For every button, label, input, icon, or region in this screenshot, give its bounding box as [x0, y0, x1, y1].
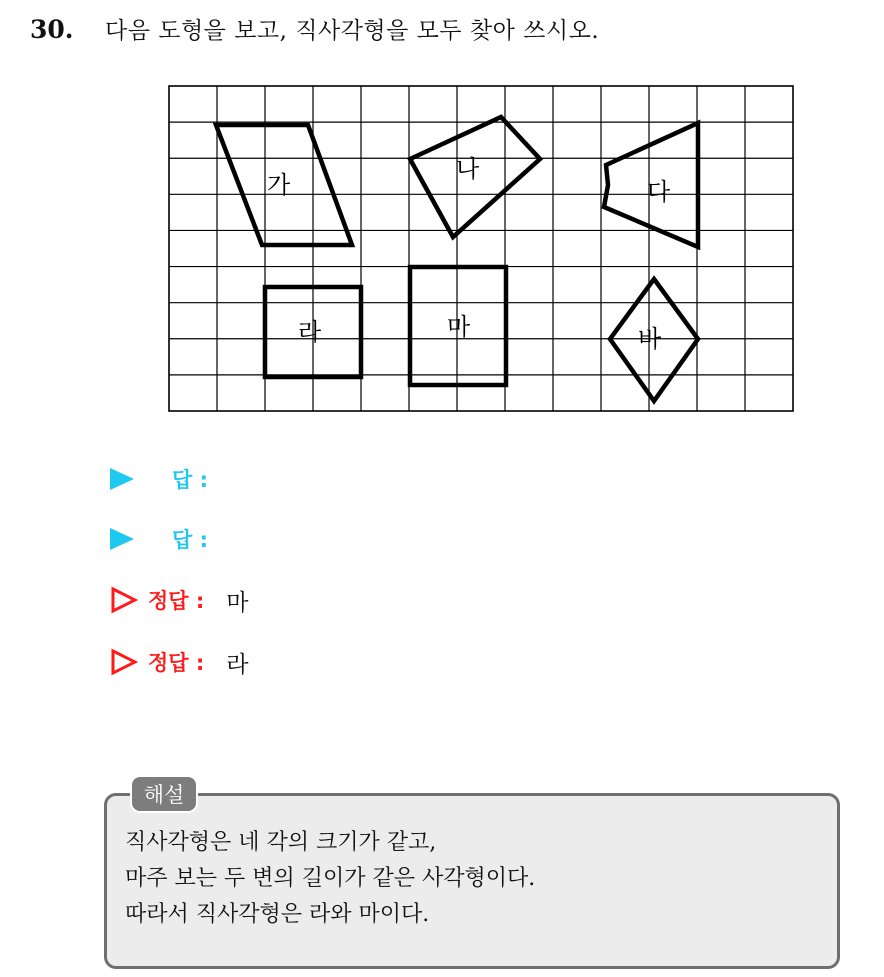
- explanation-line: 직사각형은 네 각의 크기가 같고,: [125, 830, 437, 855]
- answer-label: 답 :: [172, 468, 208, 492]
- solution-line-1: [110, 583, 249, 617]
- question-header: [30, 12, 599, 45]
- solution-line-2: [110, 645, 249, 679]
- solution-label: 정답 :: [148, 651, 205, 675]
- shape-label-ga: 가: [267, 171, 291, 199]
- answer-line-2: [110, 522, 208, 556]
- play-triangle-icon: [110, 468, 134, 490]
- shape-label-ma: 마: [447, 313, 471, 341]
- explanation-text: [125, 825, 535, 933]
- outline-triangle-icon: [110, 586, 138, 614]
- solution-value: 마: [226, 589, 249, 616]
- question-text: 다음 도형을 보고, 직사각형을 모두 찾아 쓰시오.: [105, 18, 600, 44]
- explanation-line: 따라서 직사각형은 라와 마이다.: [125, 902, 430, 927]
- shape-grid-figure: [168, 85, 796, 419]
- outline-triangle-icon: [110, 648, 138, 676]
- answer-line-1: [110, 462, 208, 496]
- explanation-line: 마주 보는 두 변의 길이가 같은 사각형이다.: [125, 866, 536, 891]
- shape-label-ba: 바: [638, 325, 662, 353]
- solution-value: 라: [226, 651, 249, 678]
- grid-svg: [168, 85, 796, 415]
- shape-label-ra: 라: [298, 318, 322, 346]
- play-triangle-icon: [110, 528, 134, 550]
- explanation-tab: 해설: [130, 775, 198, 813]
- shape-label-na: 나: [456, 155, 480, 183]
- solution-label: 정답 :: [148, 589, 205, 613]
- question-number: 30.: [30, 15, 74, 44]
- answer-label: 답 :: [172, 528, 208, 552]
- shape-label-da: 다: [647, 178, 671, 206]
